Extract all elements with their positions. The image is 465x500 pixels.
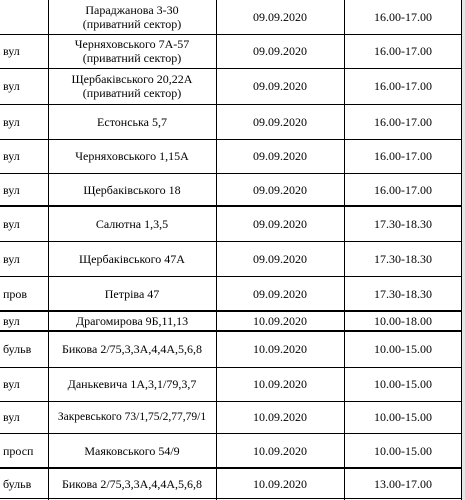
address: Щербаківського 20,22А [71, 72, 193, 86]
address: Естонська 5,7 [97, 114, 167, 129]
row-divider [0, 330, 462, 332]
table-row [0, 468, 465, 500]
street-type: пров [3, 286, 28, 301]
table-row [0, 34, 465, 68]
date: 09.09.2020 [253, 79, 307, 93]
address: Параджанова 3-30 [85, 3, 179, 17]
time-range: 13.00-17.00 [374, 477, 432, 491]
date: 09.09.2020 [253, 114, 307, 129]
address-cell [48, 68, 216, 104]
street-type: вул [3, 410, 20, 424]
date: 09.09.2020 [253, 149, 307, 163]
row-divider [0, 68, 462, 69]
street-type: бульв [3, 342, 32, 356]
table-row [0, 401, 465, 433]
time-range: 16.00-17.00 [374, 10, 432, 24]
column-divider [344, 0, 345, 500]
street-type: вул [3, 79, 20, 93]
table-row [0, 367, 465, 401]
table-row [0, 68, 465, 104]
address: Черняховського 7А-57 [74, 37, 190, 51]
row-divider [0, 433, 462, 434]
table-row [0, 173, 465, 206]
date: 09.09.2020 [253, 10, 307, 24]
address: Бикова 2/75,3,3А,4,4А,5,6,8 [61, 342, 203, 356]
row-divider [0, 173, 462, 174]
address-cell [48, 0, 216, 34]
time-range: 16.00-17.00 [374, 114, 432, 129]
address: Черняховського 1,15А [75, 149, 189, 163]
time-range: 17.30-18.30 [374, 216, 432, 231]
time-range: 10.00-15.00 [374, 410, 432, 424]
row-divider [0, 205, 462, 207]
street-type: вул [3, 216, 20, 231]
time-range: 10.00-15.00 [374, 342, 432, 356]
date: 10.09.2020 [253, 410, 307, 424]
table-row [0, 433, 465, 468]
street-type: вул [3, 149, 20, 163]
street-type: просп [3, 443, 34, 458]
street-type: вул [3, 114, 20, 129]
time-range: 10.00-15.00 [374, 443, 432, 458]
date: 10.09.2020 [253, 377, 307, 391]
address: Петріва 47 [104, 286, 160, 301]
row-divider [0, 401, 462, 402]
time-range: 16.00-17.00 [374, 44, 432, 58]
date: 09.09.2020 [253, 216, 307, 231]
address: Маяковського 54/9 [84, 443, 180, 458]
date: 10.09.2020 [253, 342, 307, 356]
street-type: бульв [3, 477, 32, 491]
date: 10.09.2020 [253, 314, 307, 328]
time-range: 17.30-18.30 [374, 251, 432, 266]
date: 10.09.2020 [253, 477, 307, 491]
row-divider [0, 467, 462, 469]
row-divider [0, 34, 462, 35]
address-note: (приватний сектор) [82, 17, 182, 31]
table-row [0, 241, 465, 276]
address-note: (приватний сектор) [82, 86, 182, 100]
street-type: вул [3, 314, 20, 328]
date: 09.09.2020 [253, 286, 307, 301]
row-divider [0, 310, 462, 312]
address: Салютна 1,3,5 [95, 216, 169, 231]
table-row [0, 0, 465, 34]
table-row [0, 311, 465, 331]
column-divider [48, 0, 49, 500]
table-row [0, 206, 465, 241]
row-divider [0, 104, 462, 105]
date: 09.09.2020 [253, 182, 307, 197]
date: 09.09.2020 [253, 44, 307, 58]
address-cell [48, 34, 216, 68]
street-type [0, 0, 48, 34]
address: Закревського 73/1,75/2,77,79/1 [57, 411, 207, 423]
street-type: вул [3, 251, 20, 266]
street-type: вул [3, 44, 20, 58]
table-row [0, 139, 465, 173]
row-divider [0, 498, 462, 499]
street-type: вул [3, 182, 20, 197]
address: Щербаківського 47А [79, 251, 185, 266]
address: Драгомирова 9Б,11,13 [75, 314, 189, 328]
address: Щербаківського 18 [83, 182, 181, 197]
row-divider [0, 367, 462, 368]
table-row [0, 276, 465, 311]
time-range: 10.00-18.00 [374, 314, 432, 328]
time-range: 16.00-17.00 [374, 79, 432, 93]
table-row [0, 331, 465, 367]
row-divider [0, 139, 462, 140]
row-divider [0, 241, 462, 242]
date: 10.09.2020 [253, 443, 307, 458]
address-note: (приватний сектор) [82, 51, 182, 65]
date: 09.09.2020 [253, 251, 307, 266]
address: Данькевича 1А,3,1/79,3,7 [67, 377, 197, 391]
row-divider [0, 276, 462, 277]
time-range: 16.00-17.00 [374, 149, 432, 163]
column-divider [216, 0, 217, 500]
time-range: 16.00-17.00 [374, 182, 432, 197]
time-range: 17.30-18.30 [374, 286, 432, 301]
time-range: 10.00-15.00 [374, 377, 432, 391]
street-type: вул [3, 377, 20, 391]
address: Бикова 2/75,3,3А,4,4А,5,6,8 [61, 477, 203, 491]
table-row [0, 104, 465, 139]
